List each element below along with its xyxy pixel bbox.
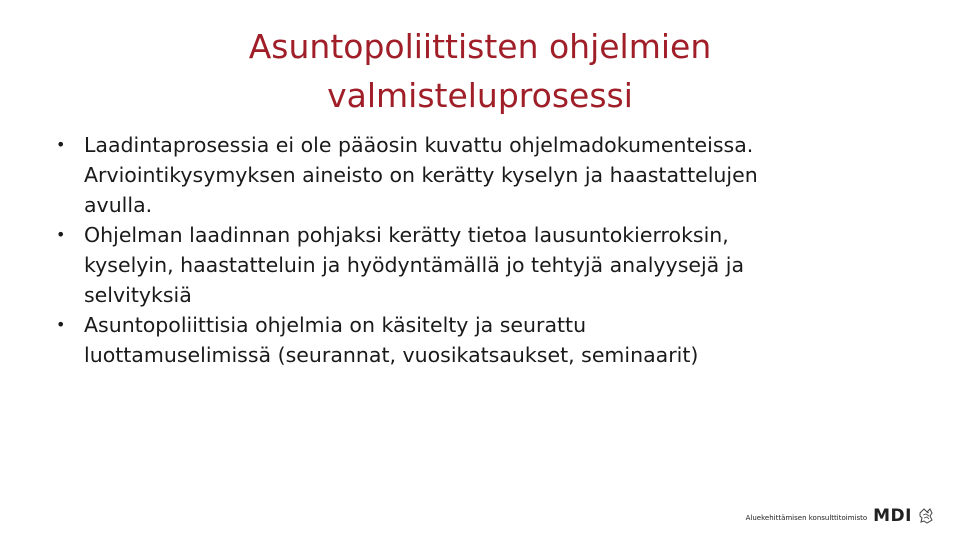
bullet-list [56,130,936,370]
bullet-item-3 [56,310,936,370]
bullet-item-1 [56,130,936,220]
bullet-2-line-3: selvityksiä [84,283,192,307]
bullet-2-line-2: kyselyin, haastatteluin ja hyödyntämällä jo tehtyjä analyysejä ja [84,253,745,277]
slide-title-line-1: Asuntopoliittisten ohjelmien [248,27,712,66]
bird-emblem-icon [918,507,934,525]
bullet-1-line-2: Arviointikysymyksen aineisto on kerätty kyselyn ja haastattelujen [84,163,758,187]
bullet-3-line-2: luottamuselimissä (seurannat, vuosikatsaukset, seminaarit) [84,343,699,367]
bullet-icon: • [56,225,66,244]
footer-logo [746,502,934,526]
bullet-2-line-1: Ohjelman laadinnan pohjaksi kerätty tietoa lausuntokierroksin, [84,223,729,247]
bullet-3-line-1: Asuntopoliittisia ohjelmia on käsitelty ja seurattu [84,313,587,337]
bullet-1-line-1: Laadintaprosessia ei ole pääosin kuvattu ohjelmadokumenteissa. [84,133,754,157]
bullet-icon: • [56,315,66,334]
bullet-icon: • [56,135,66,154]
slide-title [120,22,840,120]
slide-title-line-2: valmisteluprosessi [327,76,633,115]
bullet-item-2 [56,220,936,310]
bullet-1-line-3: avulla. [84,193,153,217]
footer-tagline: Aluekehittämisen konsulttitoimisto [745,514,868,522]
brand-logo-text: MDI [873,506,912,526]
